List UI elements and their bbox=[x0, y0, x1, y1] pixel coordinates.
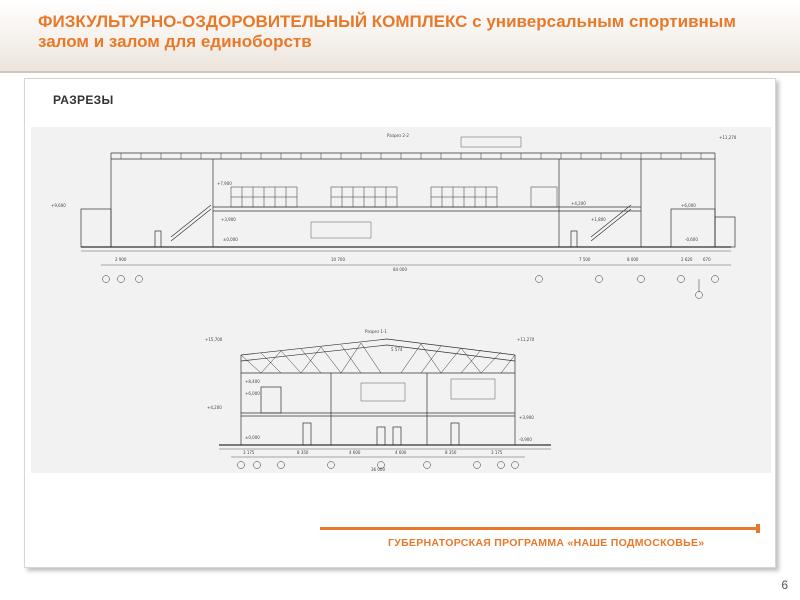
section-1-1-title: Разрез 1-1 bbox=[365, 329, 387, 334]
level-label: +3,900 bbox=[221, 217, 236, 222]
level-label: +3,900 bbox=[519, 415, 534, 420]
dimension-label: 8 350 bbox=[445, 450, 457, 455]
dimension-label: 3 175 bbox=[243, 450, 255, 455]
dimension-label: 670 bbox=[703, 257, 711, 262]
dimension-label: 2 900 bbox=[115, 257, 127, 262]
level-label: +6,000 bbox=[681, 203, 696, 208]
header-divider bbox=[0, 71, 800, 73]
section-2-2-title: Разрез 2-2 bbox=[387, 133, 409, 138]
level-label: +15,700 bbox=[205, 337, 223, 342]
level-label: +11,270 bbox=[517, 337, 535, 342]
level-label: +4,200 bbox=[207, 405, 222, 410]
slide-title: ФИЗКУЛЬТУРНО-ОЗДОРОВИТЕЛЬНЫЙ КОМПЛЕКС с универсальным спортивным залом и залом для единоборств bbox=[38, 12, 736, 51]
dimension-label: 8 000 bbox=[627, 257, 639, 262]
level-label: +11,270 bbox=[719, 135, 737, 140]
section-2-2 bbox=[81, 137, 735, 299]
page-number: 6 bbox=[781, 578, 788, 592]
sections-drawing bbox=[31, 127, 771, 473]
level-label: ±0,000 bbox=[245, 435, 260, 440]
dimension-label: 5 574 bbox=[391, 347, 403, 352]
dimension-label: 7 500 bbox=[579, 257, 591, 262]
section-label: РАЗРЕЗЫ bbox=[53, 93, 114, 107]
level-label: +7,900 bbox=[217, 181, 232, 186]
dimension-label: 4 600 bbox=[395, 450, 407, 455]
level-label: +9,600 bbox=[51, 203, 66, 208]
dimension-label: 8 350 bbox=[297, 450, 309, 455]
dimension-label: 10 700 bbox=[331, 257, 345, 262]
dimension-label: 84 000 bbox=[393, 267, 407, 272]
level-label: -0,900 bbox=[519, 437, 532, 442]
slide-header bbox=[0, 0, 800, 72]
footer-divider bbox=[320, 527, 760, 530]
footer-program-name: ГУБЕРНАТОРСКАЯ ПРОГРАММА «НАШЕ ПОДМОСКОВЬЕ» bbox=[388, 537, 705, 549]
content-frame bbox=[24, 78, 776, 568]
level-label: +6,000 bbox=[245, 391, 260, 396]
level-label: +4,200 bbox=[571, 201, 586, 206]
dimension-label: 2 620 bbox=[681, 257, 693, 262]
level-label: +1,800 bbox=[591, 217, 606, 222]
footer-divider-end bbox=[756, 524, 760, 533]
dimension-label: 3 175 bbox=[491, 450, 503, 455]
dimension-label: 4 600 bbox=[349, 450, 361, 455]
dimension-label: 36 000 bbox=[371, 467, 385, 472]
sections-svg bbox=[31, 127, 771, 473]
level-label: +8,400 bbox=[245, 379, 260, 384]
level-label: -0,600 bbox=[685, 237, 698, 242]
level-label: ±0,000 bbox=[223, 237, 238, 242]
